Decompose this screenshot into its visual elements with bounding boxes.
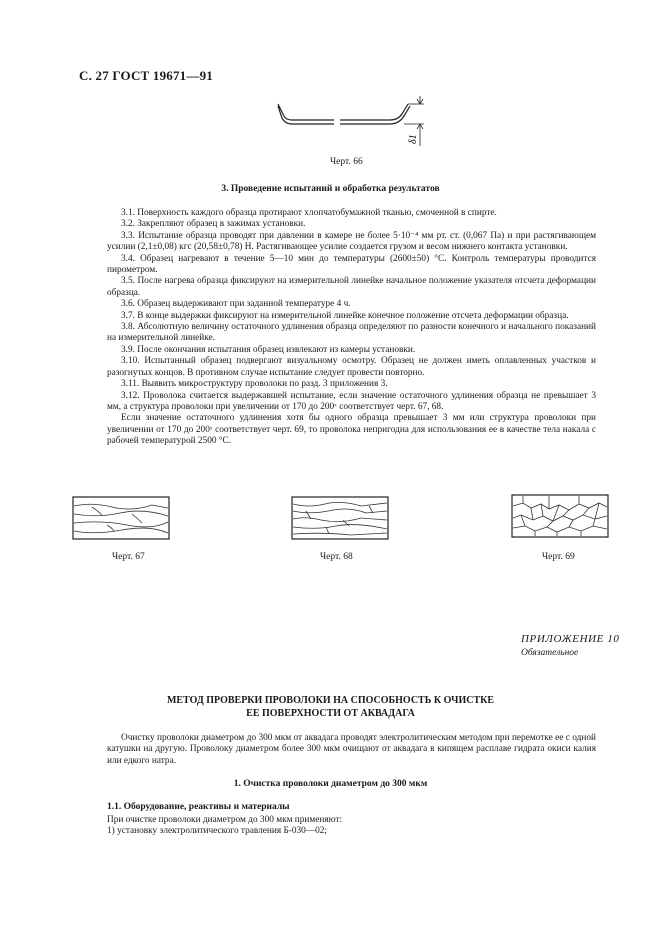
method-title-line1: МЕТОД ПРОВЕРКИ ПРОВОЛОКИ НА СПОСОБНОСТЬ К ОЧИСТКЕ <box>166 695 495 706</box>
paragraph-3-9: 3.9. После окончания испытания образец извлекают из камеры установки. <box>121 344 416 355</box>
subsection-1-1-title: 1.1. Оборудование, реактивы и материалы <box>107 802 290 812</box>
section-3-body <box>107 208 596 448</box>
paragraph-3-5: 3.5. После нагрева образца фиксируют на измерительной линейке начальное положение указателя отсчета деформации образца. <box>107 276 596 298</box>
figure-66-drawing <box>262 96 442 158</box>
paragraph-3-4: 3.4. Образец нагревают в течение 5—10 мин до температуры (2600±50) °С. Контроль температуры проводится пирометром. <box>107 253 596 276</box>
method-title-line2: ЕЕ ПОВЕРХНОСТИ ОТ АКВАДАГА <box>246 708 415 719</box>
paragraph-3-3: 3.3. Испытание образца проводят при давлении в камере не более 5·10⁻⁴ мм рт. ст. (0,067 Па) и при растягивающем усилии (2,1±0,08) кгс (20,58±0,78) Н. Растягивающее усилие создается грузом и весом нижнего контакта установки. <box>107 230 596 253</box>
figure-66-caption: Черт. 66 <box>330 157 363 167</box>
paragraph-3-10: 3.10. Испытанный образец подвергают визуальному осмотру. Образец не должен иметь оплавленных участков и разогнутых концов. В противном случае испытание следует провести повторно. <box>107 356 596 378</box>
paragraph-3-7: 3.7. В конце выдержки фиксируют на измерительной линейке конечное положение отсчета деформации образца. <box>121 310 569 321</box>
figure-69-caption: Черт. 69 <box>542 552 575 562</box>
figure-68-caption: Черт. 68 <box>320 552 353 562</box>
method-intro-paragraph: Очистку проволоки диаметром до 300 мкм от аквадага проводят электролитическим методом при перемотке ее с одной катушки на другую. Проволоку диаметром более 300 мкм очищают от аквадага в кипящем расплаве гидрата окиси калия или едкого натра. <box>107 733 596 766</box>
paragraph-3-12: 3.12. Проволока считается выдержавшей испытание, если значение остаточного удлинения образца не превышает 3 мм, а структура проволоки при увеличении от 170 до 200ˣ соответствует черт. 67, 68. <box>107 390 596 412</box>
method-intro <box>107 733 596 767</box>
appendix-status: Обязательное <box>521 648 579 658</box>
subsection-1-1-line: 1) установку электролитического травления Б-030—02; <box>107 826 328 837</box>
paragraph-3-11: 3.11. Выявить микроструктуру проволоки по разд. 3 приложения 3. <box>121 379 388 390</box>
subsection-1-1-body <box>107 815 596 838</box>
subsection-1-1-line: При очистке проволоки диаметром до 300 мкм применяют: <box>107 815 343 825</box>
figure-67-microstructure <box>72 496 170 540</box>
figure-69-microstructure <box>511 494 609 538</box>
paragraph-3-2: 3.2. Закрепляют образец в зажимах установки. <box>121 219 306 230</box>
page-header: С. 27 ГОСТ 19671—91 <box>79 68 213 83</box>
fig66-dimension-label: δ1 <box>408 134 419 144</box>
paragraph-3-6: 3.6. Образец выдерживают при заданной температуре 4 ч. <box>121 299 351 310</box>
section-1-title: 1. Очистка проволоки диаметром до 300 мкм <box>233 779 428 789</box>
figure-68-microstructure <box>291 496 389 540</box>
appendix-label: ПРИЛОЖЕНИЕ 10 <box>521 633 620 645</box>
paragraph-3-1: 3.1. Поверхность каждого образца протирают хлопчатобумажной тканью, смоченной в спирте. <box>121 208 497 218</box>
paragraph-3-8: 3.8. Абсолютную величину остаточного удлинения образца определяют по разности конечного и начального показаний на измерительной линейке. <box>107 322 596 344</box>
paragraph-3-12-note: Если значение остаточного удлинения хотя бы одного образца превышает 3 мм или структура проволоки при увеличении от 170 до 200ˣ соответствует черт. 69, то проволока непригодна для использования ее в качестве тела накала с рабочей температурой 2500 °С. <box>107 413 596 447</box>
figure-67-caption: Черт. 67 <box>112 552 145 562</box>
section-3-title: 3. Проведение испытаний и обработка результатов <box>221 184 440 194</box>
